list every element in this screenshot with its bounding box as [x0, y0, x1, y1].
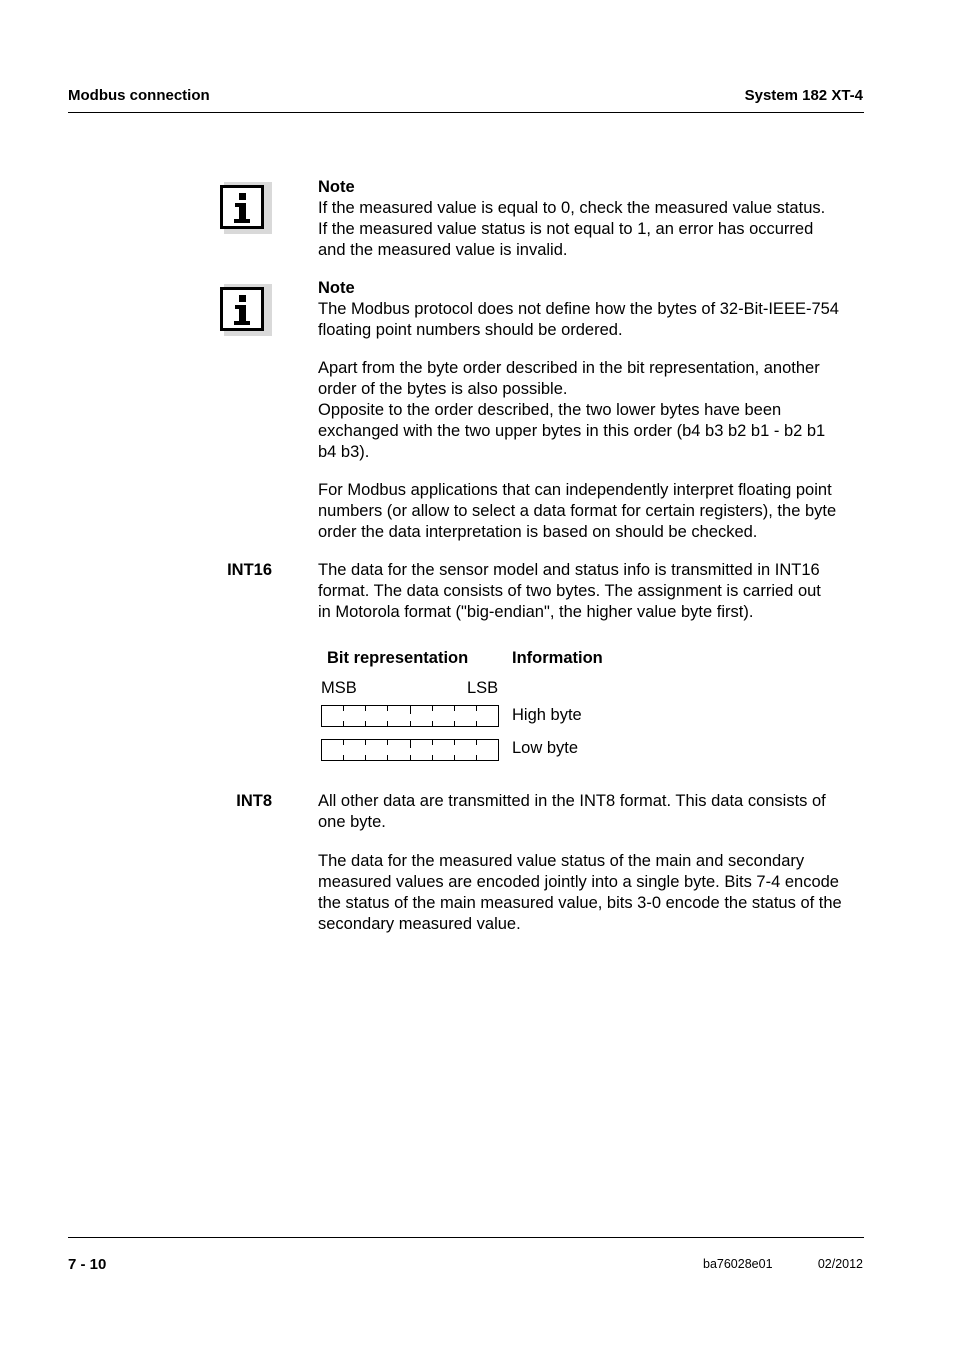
- int8-paragraph: All other data are transmitted in the INT8 format. This data consists of one byte.: [318, 792, 826, 831]
- info-icon: [220, 284, 272, 336]
- low-byte-label: Low byte: [512, 739, 579, 757]
- info-icon: [220, 182, 272, 234]
- page-number: 7 - 10: [68, 1256, 107, 1273]
- byte-order-paragraph: Apart from the byte order described in the bit representation, another order of the bytes is also possible. Opposite to the order described, the two lower bytes have been exchanged with the two upper bytes in this order (b4 b3 b2 b1 - b2 b1 b4 b3).: [318, 359, 826, 461]
- document-date: 02/2012: [817, 1257, 863, 1271]
- document-id: ba76028e01: [703, 1257, 773, 1271]
- modbus-apps-paragraph: For Modbus applications that can independently interpret floating point numbers (or allow to select a data format for certain registers), the byte order the data interpretation is based on should be checked.: [318, 481, 837, 541]
- header-section-title: Modbus connection: [68, 87, 210, 104]
- header-manual-title: System 182 XT-4: [744, 87, 863, 104]
- int16-paragraph: The data for the sensor model and status info is transmitted in INT16 format. The data consists of two bytes. The assignment is carried out in Motorola format ("big-endian", the higher value byte first).: [318, 561, 821, 621]
- header-rule: [68, 112, 864, 113]
- int16-label: INT16: [227, 561, 272, 579]
- lsb-label: LSB: [467, 679, 499, 697]
- note1-text: If the measured value is equal to 0, check the measured value status. If the measured value status is not equal to 1, an error has occurred and the measured value is invalid.: [318, 199, 826, 259]
- note2-title: Note: [318, 279, 355, 297]
- bit-representation-header: Bit representation: [327, 649, 469, 667]
- int8-label: INT8: [236, 792, 272, 810]
- low-byte-box: [321, 739, 499, 761]
- footer-rule: [68, 1237, 864, 1238]
- note2-text: The Modbus protocol does not define how the bytes of 32-Bit-IEEE-754 floating point numbers should be ordered.: [318, 300, 839, 339]
- information-header: Information: [512, 649, 603, 667]
- high-byte-box: [321, 705, 499, 727]
- status-encoding-paragraph: The data for the measured value status of the main and secondary measured values are encoded jointly into a single byte. Bits 7-4 encode the status of the main measured value, bits 3-0 encode the status of the secondary measured value.: [318, 852, 842, 933]
- note1-title: Note: [318, 178, 355, 196]
- high-byte-label: High byte: [512, 706, 582, 724]
- msb-label: MSB: [321, 679, 357, 697]
